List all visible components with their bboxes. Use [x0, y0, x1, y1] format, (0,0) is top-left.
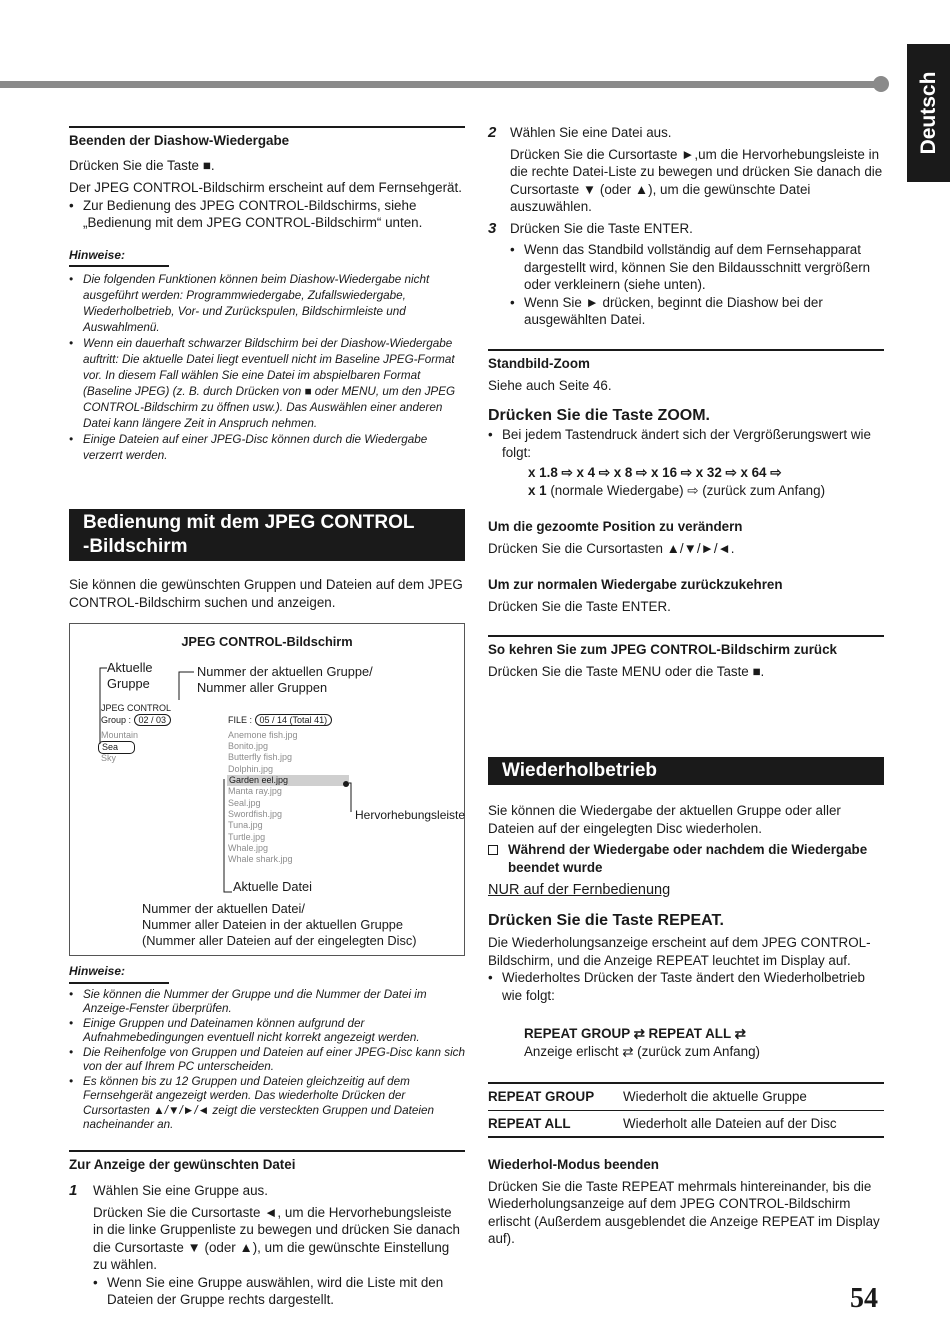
file-item[interactable]: Dolphin.jpg [228, 764, 274, 774]
step-number: 3 [488, 219, 497, 237]
subheading-normal: Um zur normalen Wiedergabe zurückzukehren [488, 577, 783, 592]
checkbox-icon [488, 845, 498, 855]
file-item[interactable]: Whale.jpg [228, 843, 269, 853]
notes-heading: Hinweise: [69, 247, 169, 268]
step-head: Drücken Sie die Taste ENTER. [510, 220, 693, 236]
bullet-item: • Bei jedem Tastendruck ändert sich der Vergrößerungswert wie folgt: [488, 426, 884, 461]
bullet-item: • Wenn das Standbild vollständig auf dem Fernsehapparat dargestellt wird, können Sie den Bildausschnitt vergrößern oder verkleinern (siehe unten). [510, 241, 884, 294]
note-item: • Wenn ein dauerhaft schwarzer Bildschirm bei der Diashow-Wiedergabe auftritt: Die aktuelle Datei liegt eventuell nicht im Baseline JPEG-Format vor. In diesem Fall wählen Sie eine Datei im abspielbaren Format (Baseline JPEG) (z. B. durch Drücken von ■ oder MENU, um den JPEG CONTROL-Bildschirm zu öffnen usw.). Das Auswählen einer anderen Datei kann längere Zeit in Anspruch nehmen. [69, 336, 465, 432]
screen-group-value: 02 / 03 [134, 714, 172, 726]
label-line: Gruppe [107, 676, 150, 691]
note-item: • Es können bis zu 12 Gruppen und Dateien gleichzeitig auf dem Fernsehgerät angezeigt werden. Das wiederholte Drücken der Cursortasten ▲/▼/►/◄ zeigt die versteckten Gruppen und Dateien nacheinander an. [69, 1075, 465, 1133]
bullet-item: • Wiederholtes Drücken der Taste ändert den Wiederholbetrieb wie folgt: [488, 969, 884, 1004]
label-line: Nummer aller Gruppen [197, 680, 328, 695]
screen-title: JPEG CONTROL [101, 703, 172, 713]
file-item[interactable]: Seal.jpg [228, 798, 261, 808]
subheading-position: Um die gezoomte Position zu verändern [488, 519, 743, 534]
notes-heading: Hinweise: [69, 963, 169, 984]
group-item-current[interactable]: Sea [98, 741, 135, 754]
bullet-item: • Wenn Sie ► drücken, beginnt die Diashow bei der ausgewählten Datei. [510, 294, 884, 329]
paragraph: Der JPEG CONTROL-Bildschirm erscheint auf dem Fernsehgerät. [69, 180, 462, 195]
label-line: (Nummer aller Dateien auf der eingelegten Disc) [142, 933, 417, 948]
label-line: Nummer der aktuellen Gruppe/ [197, 664, 373, 679]
page-number: 54 [850, 1283, 878, 1314]
left-column-top [69, 126, 465, 464]
screen-file-value: 05 / 14 (Total 41) [255, 714, 333, 726]
section-title-end-slideshow: Beenden der Diashow-Wiedergabe [69, 126, 465, 150]
paragraph: Drücken Sie die Taste MENU oder die Taste ■. [488, 663, 765, 679]
label-highlight-bar: Hervorhebungsleiste [355, 808, 466, 822]
subheading-repeat: Drücken Sie die Taste REPEAT. [488, 911, 724, 929]
paragraph: Siehe auch Seite 46. [488, 378, 612, 393]
table-value: Wiederholt die aktuelle Gruppe [623, 1083, 884, 1110]
section-title-return: So kehren Sie zum JPEG CONTROL-Bildschirm zurück [488, 635, 884, 659]
bullet-item: • Zur Bedienung des JPEG CONTROL-Bildschirms, siehe „Bedienung mit dem JPEG CONTROL-Bildschirm“ unten. [69, 197, 465, 232]
screen-file-label: FILE : [228, 715, 253, 725]
repeat-sequence-2: Anzeige erlischt ⇄ (zurück zum Anfang) [524, 1043, 760, 1059]
top-rule [0, 81, 880, 88]
note-item: • Die Reihenfolge von Gruppen und Dateien auf einer JPEG-Disc kann sich von der auf Ihrem PC unterscheiden. [69, 1046, 465, 1075]
step-2 [488, 124, 884, 216]
file-item[interactable]: Tuna.jpg [228, 820, 263, 830]
file-item[interactable]: Manta ray.jpg [228, 786, 282, 796]
zoom-value: x 1 [528, 482, 547, 498]
file-item[interactable]: Anemone fish.jpg [228, 730, 298, 740]
repeat-condition-text: Während der Wiedergabe oder nachdem die Wiedergabe beendet wurde [508, 842, 868, 875]
figure-title: JPEG CONTROL-Bildschirm [181, 634, 353, 649]
table-row [488, 1083, 884, 1110]
paragraph: Drücken Sie die Taste ENTER. [488, 598, 671, 614]
table-value: Wiederholt alle Dateien auf der Disc [623, 1110, 884, 1137]
zoom-sequence: x 1.8 ⇨ x 4 ⇨ x 8 ⇨ x 16 ⇨ x 32 ⇨ x 64 ⇨ [528, 465, 782, 480]
note-item: • Einige Gruppen und Dateinamen können aufgrund der Aufnahmebedingungen eventuell nicht korrekt angezeigt werden. [69, 1017, 465, 1046]
label-file-count [142, 901, 417, 949]
step-number: 1 [69, 1182, 78, 1199]
section-title-show-file: Zur Anzeige der gewünschten Datei [69, 1150, 465, 1174]
label-current-file: Aktuelle Datei [233, 879, 312, 894]
paragraph: Sie können die gewünschten Gruppen und Dateien auf dem JPEG CONTROL-Bildschirm suchen und anzeigen. [69, 577, 463, 610]
top-rule-end-dot [873, 76, 889, 92]
step-head: Wählen Sie eine Datei aus. [510, 125, 672, 140]
step-text: Drücken Sie die Cursortaste ◄, um die Hervorhebungsleiste in die linke Gruppenliste zu bewegen und drücken Sie danach die Cursortaste ▼ (oder ▲), um die gewünschte Einstellung zu wählen. [93, 1204, 461, 1272]
language-tab [907, 44, 950, 182]
file-item[interactable]: Butterfly fish.jpg [228, 752, 293, 762]
section-title-zoom: Standbild-Zoom [488, 349, 884, 373]
label-line: Nummer aller Dateien in der aktuellen Gruppe [142, 917, 404, 932]
label-line: Aktuelle [107, 660, 153, 675]
zoom-sequence-text: (normale Wiedergabe) ⇨ (zurück zum Anfang) [546, 482, 826, 498]
file-item[interactable]: Swordfish.jpg [228, 809, 283, 819]
screen-file-row [228, 715, 332, 726]
subheading-zoom: Drücken Sie die Taste ZOOM. [488, 406, 710, 424]
step-head: Wählen Sie eine Gruppe aus. [93, 1183, 268, 1198]
repeat-sequence: REPEAT GROUP ⇄ REPEAT ALL ⇄ [524, 1026, 746, 1041]
group-item[interactable]: Sky [101, 753, 117, 763]
right-column-repeat [488, 802, 884, 1248]
step-number: 2 [488, 124, 497, 141]
repeat-condition [488, 841, 884, 876]
paragraph: Drücken Sie die Taste REPEAT mehrmals hintereinander, bis die Wiederholungsanzeige auf dem JPEG CONTROL-Bildschirm erlischt (Außerdem ausgeblendet die Anzeige REPEAT im Display auf). [488, 1178, 880, 1246]
bullet-item: • Wenn Sie eine Gruppe auswählen, wird die Liste mit den Dateien der Gruppe rechts dargestellt. [93, 1274, 465, 1309]
step-3 [488, 220, 884, 329]
repeat-mode-table [488, 1082, 884, 1138]
paragraph: Drücken Sie die Cursortasten ▲/▼/►/◄. [488, 540, 735, 556]
screen-group-row [101, 715, 171, 726]
language-tab-label: Deutsch [916, 71, 940, 155]
paragraph: Drücken Sie die Taste ■. [69, 157, 215, 173]
banner-line: -Bildschirm [83, 536, 188, 557]
right-column [488, 124, 884, 680]
paragraph: Sie können die Wiedergabe der aktuellen Gruppe oder aller Dateien auf der eingelegten Disc wiederholen. [488, 803, 841, 836]
jpeg-control-figure [69, 623, 465, 956]
section-banner-jpeg-control [69, 509, 465, 561]
label-line: Nummer der aktuellen Datei/ [142, 901, 305, 916]
note-item: • Die folgenden Funktionen können beim Diashow-Wiedergabe nicht ausgeführt werden: Programmwiedergabe, Zufallswiedergabe, Wiederholbetrieb, Vor- und Zurückspulen, Bildschirmleiste und Auswahlmenü. [69, 272, 465, 336]
highlight-bar-file[interactable]: Garden eel.jpg [227, 775, 349, 786]
zoom-sequence-end [488, 482, 884, 500]
jpeg-control-intro [69, 576, 465, 611]
file-item[interactable]: Whale shark.jpg [228, 854, 293, 864]
screen-group-label: Group : [101, 715, 132, 725]
banner-line: Bedienung mit dem JPEG CONTROL [83, 512, 415, 533]
section-banner-repeat: Wiederholbetrieb [488, 757, 884, 785]
table-key: REPEAT GROUP [488, 1083, 623, 1110]
paragraph: Die Wiederholungsanzeige erscheint auf dem JPEG CONTROL-Bildschirm, und die Anzeige REPEAT leuchtet im Display auf. [488, 935, 871, 968]
group-item[interactable]: Mountain [101, 730, 139, 740]
file-item[interactable]: Turtle.jpg [228, 832, 266, 842]
table-row [488, 1110, 884, 1137]
highlight-bar-dot [343, 781, 349, 787]
step-text: Drücken Sie die Cursortaste ►,um die Hervorhebungsleiste in die rechte Datei-Liste zu bewegen und drücken Sie danach die Cursortaste ▼ (oder ▲), um die gewünschte Datei auszuwählen. [510, 146, 883, 214]
subheading-end-repeat: Wiederhol-Modus beenden [488, 1157, 659, 1172]
step-1 [69, 1182, 465, 1309]
table-key: REPEAT ALL [488, 1110, 623, 1137]
note-item: • Sie können die Nummer der Gruppe und die Nummer der Datei im Anzeige-Fenster überprüfen. [69, 988, 465, 1017]
note-item: • Einige Dateien auf einer JPEG-Disc können durch die Wiedergabe verzerrt werden. [69, 432, 465, 464]
left-column-bottom [69, 962, 465, 1309]
file-item[interactable]: Bonito.jpg [228, 741, 269, 751]
remote-only-label: NUR auf der Fernbedienung [488, 882, 671, 898]
